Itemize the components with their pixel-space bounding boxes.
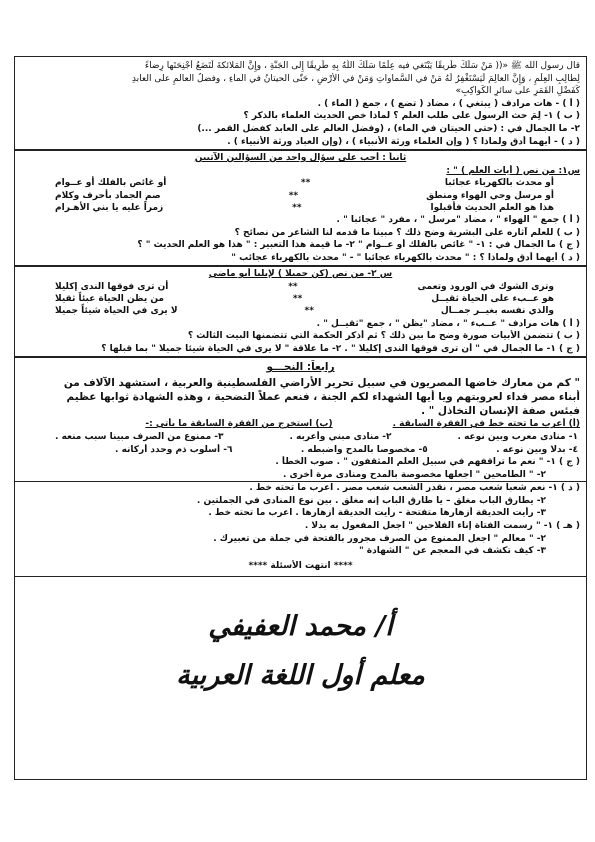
signature-title: معلم أول اللغة العربية [176, 660, 425, 692]
extract-item: ٦- أسلوب ذم وحدد أركانه . [115, 444, 233, 455]
hemistich: زمراً عليه يا بني الأهـرام [55, 202, 164, 213]
question-line: ٢- يطارق الباب مغلق – يا طارق الباب إنه مغلق . بين نوع المنادى في الجملتين . [196, 495, 546, 506]
verse [15, 281, 586, 293]
verse [15, 177, 586, 189]
hadith-block [15, 57, 586, 98]
question-line: ٣- كيف تكشف في المعجم عن " الشهادة " [358, 546, 546, 557]
end-note: **** انتهت الأسئلة **** [248, 560, 353, 571]
question-line: ( أ ) - هات مرادف ( يبتغي ) ، مضاد ( تضع ) ، جمع ( الماء ) . [317, 98, 580, 109]
grammar-passage [15, 376, 586, 418]
question-line: ٢- ما الجمال في : (حتى الحيتان في الماء) ، (وفضل العالم على العابد كفضل القمر ...) [197, 123, 580, 134]
hemistich: أو غائص بالفلك أو عــوام [55, 178, 167, 189]
poem-block [15, 177, 586, 214]
verse [15, 293, 586, 305]
extract-item: ٤- بدلا وبين نوعه . [496, 444, 578, 455]
question-title: (أ) أعرب ما تحته خط في الفقرة السابقة . [392, 419, 580, 430]
extract-row [15, 431, 586, 444]
divider [15, 265, 586, 267]
verse-separator: ** [292, 294, 303, 305]
extract-item: ٢- منادى مبني وأعربه . [289, 431, 392, 442]
hemistich: أو محدث بالكهرباء عجائبا [444, 178, 554, 189]
divider [15, 356, 586, 358]
question-line: ( ب ) ١- لِمَ حث الرسول على طلب العلم ؟ لماذا خص الحديث العلماء بالذكر ؟ [243, 111, 580, 122]
question-line: ( د ) ١- نعم شعبا شعب مصر ، نقدر الشعب شعب مصر . اعرب ما تحته خط . [249, 483, 580, 494]
hemistich: هذا هو العلم الحديث فأقبلوا [430, 202, 554, 213]
question-line: ( ج ) ١- ما الجمال في " أن ترى فوقها الندى إكليلا " . ٢- ما علاقة " لا يرى في الحياة شيئا جميلا " بما قبلها ؟ [101, 343, 580, 354]
hemistich: من يظن الحياة عبئاً ثقيلا [55, 294, 165, 305]
question-line: ( هـ ) ١- " رسمت الفتاة إناء الفلاحين " اجعل المفعول به بدلا . [304, 521, 580, 532]
question-line: ٣- رأيت الحديقة أزهارها متفتحة - رأيت الحديقة أزهارها . اعرب ما تحته خط . [208, 508, 546, 519]
verse [15, 202, 586, 214]
hemistich: أو مرسل وحي الهواء ومنطق [426, 190, 554, 201]
hadith-questions [15, 98, 586, 148]
question-line: ( د ) - أيهما أدق ولماذا ؟ ( وإن العلماء ورثة الأنبياء ) ، (وإن العباد ورثة الأنبياء ) . [227, 136, 580, 147]
grammar-d [15, 482, 586, 520]
hemistich: لا يرى في الحياة شيئاً جميلا [55, 306, 178, 317]
question-line: ٢- " الطامحين " اجعلها مخصوصة بالمدح ومنادى مرة أخرى . [282, 469, 546, 480]
question-line: ( ب ) للعلم آثاره على البشرية وضح ذلك ؟ مبينا ما قدمه لنا الشاعر من نصائح ؟ [234, 227, 580, 238]
question-title: س ٢- من نص (كن جميلا ) لإيليا أبو ماضي [208, 269, 393, 280]
extract-item: ١- منادى معرب وبين نوعه . [457, 431, 578, 442]
verse-separator: ** [300, 178, 311, 189]
hadith-line: كَفَضْلِ القَمَرِ على سائرِ الكَواكِبِ» [455, 86, 580, 97]
extract-row [15, 444, 586, 457]
passage-line: أبناء مصر فداء لعروبتهم ويا أيها الشهداء لكم الجنة ، فنعم عملاً التضحية ، وهذه الشهادة ثوابها عظيم [66, 391, 580, 404]
grammar-h [15, 520, 586, 558]
poem-questions [15, 318, 586, 356]
question-title: (ب) استخرج من الفقرة السابقة ما يأتي :- [145, 419, 333, 430]
verse [15, 305, 586, 317]
question-line: ( د ) أيهما أدق ولماذا ؟ : " محدث بالكهرباء عجائبا " - " محدث بالكهرباء عجائب " [231, 252, 580, 263]
passage-line: " كم من معارك خاضها المصريون في سبيل تحرير الأراضي الفلسطينية والعربية ، استشهد الآلاف من [63, 377, 580, 390]
hadith-line: لِطالِبِ العِلْمِ ، وَإِنَّ العالِمَ لَيَسْتَغْفِرُ لَهُ مَنْ في السَّماواتِ وَمَنْ في الأَرْضِ ، حَتّى الحيتانُ في الماءِ ، وفضلُ العالمِ على العابدِ [131, 73, 580, 84]
verse-separator: ** [304, 306, 314, 317]
grammar-c [15, 456, 586, 481]
question-line: ٢- " معالم " اجعل الممنوع من الصرف مجرور بالفتحة في جملة من تعبيرك . [213, 533, 546, 544]
hemistich: والذي نفسه بغيــر جمــال [440, 306, 554, 317]
section-title: ثانياً : أجب على سؤال واحد من السؤالين الآتيين [194, 153, 407, 164]
question-title: س١: من نص ( أيات العلم ) " : [446, 165, 580, 176]
hadith-line: قال رسول الله ﷺ «(( مَنْ سَلَكَ طَريقًا يَبْتَغي فيه عِلْمًا سَلَكَ اللَّهُ بِهِ طَرِيقًا إِلى الجَنَّةِ ، وإِنَّ المَلائكةَ لَتَضَعُ أَجْنِحَتَها رِضاءً [144, 61, 580, 71]
verse-separator: ** [288, 190, 299, 201]
poem-block [15, 281, 586, 318]
hemistich: هو عــبء على الحياة ثقيــل [431, 294, 554, 305]
divider [15, 149, 586, 151]
extract-item: ٣- ممنوع من الصرف مبينا سبب منعه . [55, 431, 224, 442]
hemistich: صم الجماد بأحرف وكلام [55, 190, 161, 201]
hemistich: وترى الشوك في الورود وتعمى [417, 281, 554, 292]
verse [15, 190, 586, 202]
verse-separator: ** [288, 281, 298, 292]
question-line: ( أ ) جمع " الهواء " ، مضاد "مرسل " ، مفرد " عجائبا " . [336, 214, 580, 225]
signature-name: أ/ محمد العفيفي [208, 611, 393, 643]
question-line: ( أ ) هات مرادف " عــبء " ، مضاد "يظن " ، جمع "ثقيــل " . [316, 318, 580, 329]
verse-separator: ** [292, 202, 302, 213]
question-line: ( ج ) ما الجمال في : ١- " غائص بالفلك أو عــوام " ٢- ما قيمة هذا التعبير : " هذا هو العلم الحديث " ؟ [137, 240, 580, 251]
question-line: ( ب ) تتضمن الأبيات صورة وضح ما بين ذلك ؟ ثم أذكر الحكمة التي تتضمنها البيت الثالث ؟ [187, 331, 580, 342]
grammar-subtitles [15, 418, 586, 431]
divider [15, 576, 586, 577]
question-line: ( ج ) ١- " نعم ما تراقفهم في سبيل العلم المثقفون " . صوب الخطأ . [275, 457, 580, 468]
hemistich: أن ترى فوقها الندى إكليلا [55, 281, 169, 292]
poem-questions [15, 214, 586, 264]
extract-item: ٥- مخصوصا بالمدح واضبطه . [300, 444, 428, 455]
section-title: رابعاً: النحـــو [266, 361, 335, 374]
passage-line: فبئس صفة الإنسان التخاذل " . [421, 405, 580, 418]
signature-block [15, 611, 586, 779]
extract-list [15, 431, 586, 456]
exam-frame [14, 56, 587, 780]
